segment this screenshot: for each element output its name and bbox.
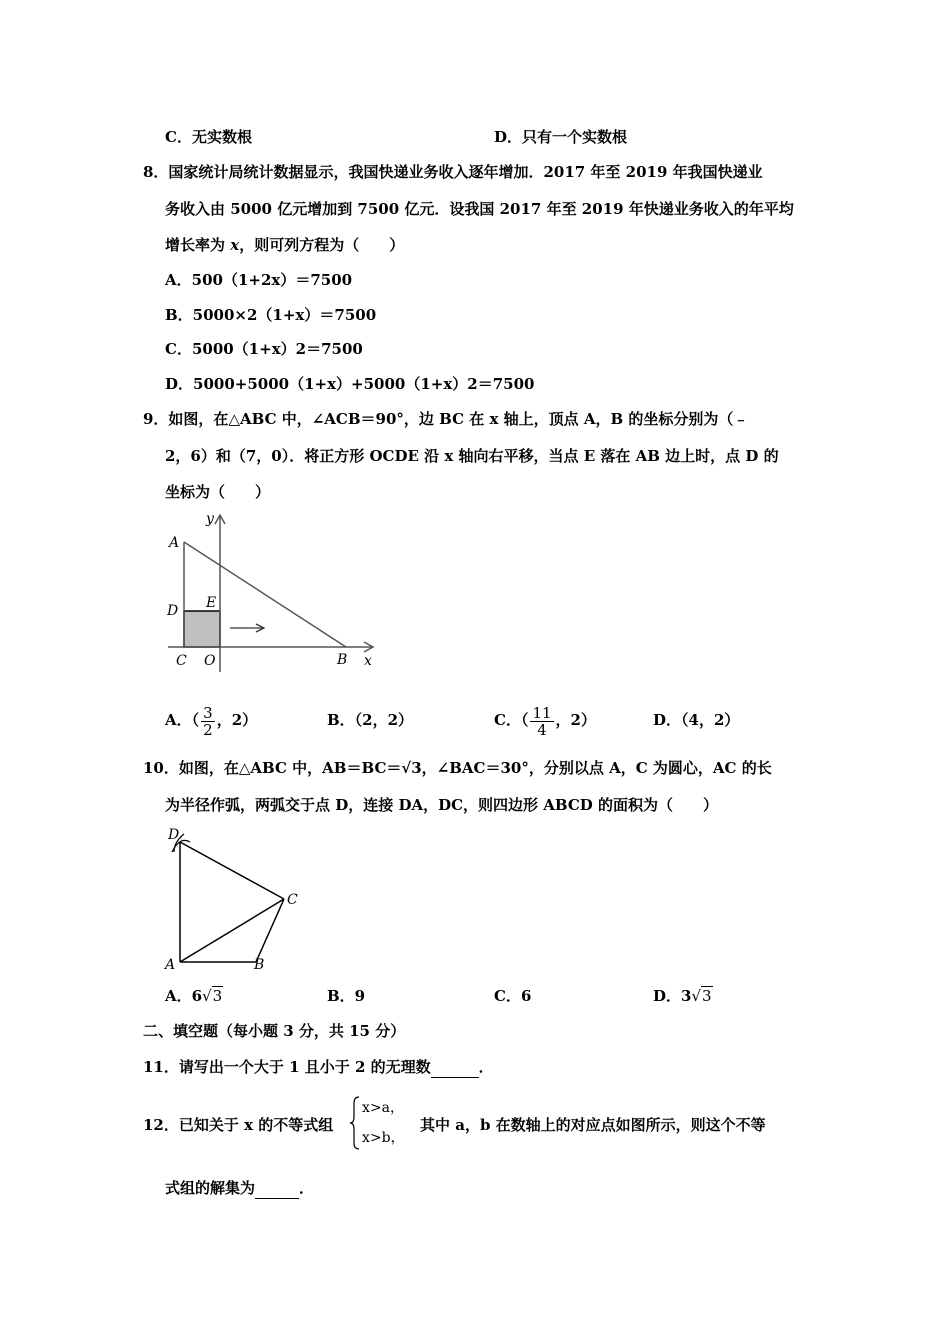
q8-option-a: A．500（1+2x）＝7500 xyxy=(165,271,353,289)
q9-stem-line1: 9．如图，在△ABC 中，∠ACB＝90°，边 BC 在 x 轴上，顶点 A，B 的坐标分别为（﹣ xyxy=(143,410,749,428)
q9-stem-line2: 2，6）和（7，0）．将正方形 OCDE 沿 x 轴向右平移，当点 E 落在 AB 边上时，点 D 的 xyxy=(165,447,779,465)
q12-stem-prefix: 12．已知关于 x 的不等式组 xyxy=(143,1116,334,1134)
q8-option-b: B．5000×2（1+x）＝7500 xyxy=(165,306,377,324)
q12-answer-blank xyxy=(255,1178,299,1199)
q12-stem-line2: 式组的解集为 ． xyxy=(165,1179,315,1197)
q12-inequality-row2: x>b， xyxy=(362,1130,405,1146)
q9-option-a: A．（ $\frac{3}{2}$ ，2） xyxy=(165,703,258,739)
q10-side-dc xyxy=(180,842,284,899)
q11-stem: 11．请写出一个大于 1 且小于 2 的无理数 ． xyxy=(143,1058,494,1076)
q10-label-c: C xyxy=(287,892,298,908)
q10-option-a: A．6√3 xyxy=(165,987,223,1005)
q8-option-d: D．5000+5000（1+x）+5000（1+x）2＝7500 xyxy=(165,375,535,393)
q7-option-d: D．只有一个实数根 xyxy=(494,128,628,146)
q9-option-d: D．（4，2） xyxy=(653,711,740,729)
q7-option-c: C．无实数根 xyxy=(165,128,252,146)
q10-diagonal-ac xyxy=(180,899,284,962)
q9-label-c: C xyxy=(176,653,187,669)
q9-label-b: B xyxy=(337,652,348,668)
q9-label-y: y xyxy=(206,511,214,527)
q9-option-c: C．（ $\frac{11}{4}$ ，2） xyxy=(494,703,596,739)
section-heading-fill-in: 二、填空题（每小题 3 分，共 15 分） xyxy=(143,1022,406,1040)
q8-stem-line3: 增长率为 x，则可列方程为（ ） xyxy=(165,236,405,254)
q10-option-d: D．3√3 xyxy=(653,987,712,1005)
q9-square-ocde xyxy=(184,611,220,647)
q10-option-b: B．9 xyxy=(327,987,366,1005)
q10-side-bc xyxy=(256,899,284,962)
q9-label-a: A xyxy=(169,535,180,551)
q10-label-a: A xyxy=(165,957,176,973)
q9-label-d: D xyxy=(167,603,179,619)
q10-stem-line1: 10．如图，在△ABC 中，AB＝BC＝√3，∠BAC＝30°，分别以点 A，C 为圆心，AC 的长 xyxy=(143,759,772,777)
q11-answer-blank xyxy=(431,1057,479,1078)
q8-option-c: C．5000（1+x）2＝7500 xyxy=(165,340,363,358)
q10-option-c: C．6 xyxy=(494,987,532,1005)
q9-label-e: E xyxy=(206,595,217,611)
q9-stem-line3: 坐标为（ ） xyxy=(165,483,271,501)
q12-brace xyxy=(349,1095,361,1151)
q9-figure xyxy=(160,510,385,680)
q8-stem-line2: 务收入由 5000 亿元增加到 7500 亿元．设我国 2017 年至 2019 年快递业务收入的年平均 xyxy=(165,200,794,218)
q10-label-d: D xyxy=(168,827,180,843)
q9-label-x: x xyxy=(364,653,372,669)
q10-label-b: B xyxy=(254,957,265,973)
q12-stem-suffix: 其中 a，b 在数轴上的对应点如图所示，则这个不等 xyxy=(420,1116,766,1134)
q9-label-o: O xyxy=(204,653,216,669)
q9-option-b: B．（2，2） xyxy=(327,711,414,729)
q8-stem-line1: 8．国家统计局统计数据显示，我国快递业务收入逐年增加．2017 年至 2019 年我国快递业 xyxy=(143,163,763,181)
q10-stem-line2: 为半径作弧，两弧交于点 D，连接 DA，DC，则四边形 ABCD 的面积为（ ） xyxy=(165,796,719,814)
q12-inequality-row1: x>a， xyxy=(362,1100,404,1116)
q10-figure xyxy=(160,822,310,977)
